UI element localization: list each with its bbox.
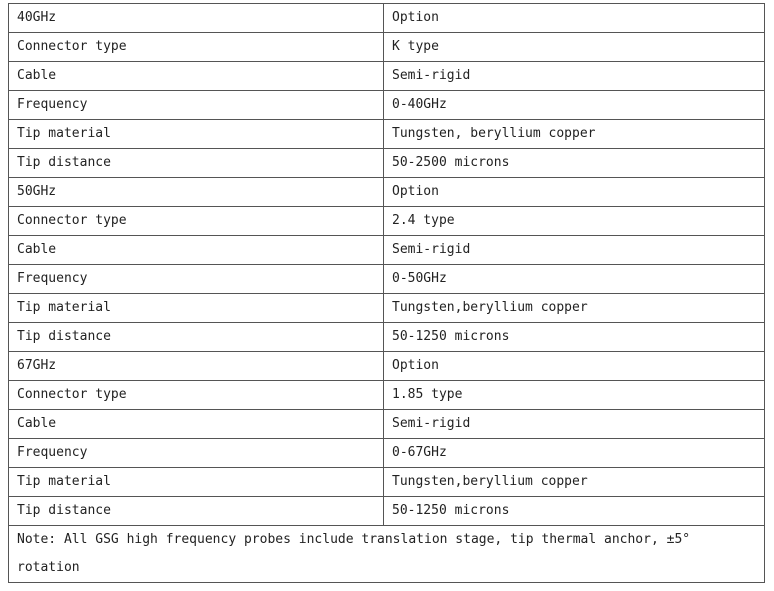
param-cell: Frequency: [9, 439, 384, 468]
value-cell: 0-67GHz: [384, 439, 765, 468]
table-row: [9, 323, 765, 352]
note-cell: Note: All GSG high frequency probes include translation stage, tip thermal anchor, ±5° rotation: [9, 526, 765, 583]
value-cell: 50-1250 microns: [384, 497, 765, 526]
value-cell: Semi-rigid: [384, 410, 765, 439]
value-cell: 1.85 type: [384, 381, 765, 410]
table-row: [9, 207, 765, 236]
param-cell: 50GHz: [9, 178, 384, 207]
param-cell: Cable: [9, 410, 384, 439]
table-row: [9, 381, 765, 410]
spec-table: [8, 3, 765, 583]
table-row: [9, 178, 765, 207]
note-row: [9, 526, 765, 583]
table-row: [9, 236, 765, 265]
param-cell: Tip distance: [9, 323, 384, 352]
table-row: [9, 33, 765, 62]
table-row: [9, 352, 765, 381]
value-cell: Tungsten,beryllium copper: [384, 294, 765, 323]
value-cell: Semi-rigid: [384, 236, 765, 265]
param-cell: Frequency: [9, 91, 384, 120]
param-cell: Cable: [9, 62, 384, 91]
value-cell: 0-50GHz: [384, 265, 765, 294]
value-cell: 50-2500 microns: [384, 149, 765, 178]
param-cell: 67GHz: [9, 352, 384, 381]
param-cell: Tip material: [9, 294, 384, 323]
value-cell: Option: [384, 178, 765, 207]
value-cell: 0-40GHz: [384, 91, 765, 120]
value-cell: 50-1250 microns: [384, 323, 765, 352]
table-row: [9, 265, 765, 294]
table-row: [9, 120, 765, 149]
param-cell: Tip distance: [9, 149, 384, 178]
value-cell: Semi-rigid: [384, 62, 765, 91]
table-row: [9, 410, 765, 439]
param-cell: Frequency: [9, 265, 384, 294]
param-cell: Tip distance: [9, 497, 384, 526]
param-cell: Cable: [9, 236, 384, 265]
param-cell: Connector type: [9, 207, 384, 236]
table-row: [9, 149, 765, 178]
value-cell: Tungsten,beryllium copper: [384, 468, 765, 497]
value-cell: Option: [384, 4, 765, 33]
param-cell: Connector type: [9, 381, 384, 410]
spec-table-body: [9, 4, 765, 583]
table-row: [9, 294, 765, 323]
param-cell: 40GHz: [9, 4, 384, 33]
table-row: [9, 91, 765, 120]
param-cell: Connector type: [9, 33, 384, 62]
value-cell: Tungsten, beryllium copper: [384, 120, 765, 149]
value-cell: Option: [384, 352, 765, 381]
table-row: [9, 4, 765, 33]
value-cell: 2.4 type: [384, 207, 765, 236]
table-row: [9, 439, 765, 468]
table-row: [9, 468, 765, 497]
table-row: [9, 497, 765, 526]
param-cell: Tip material: [9, 468, 384, 497]
value-cell: K type: [384, 33, 765, 62]
param-cell: Tip material: [9, 120, 384, 149]
table-row: [9, 62, 765, 91]
